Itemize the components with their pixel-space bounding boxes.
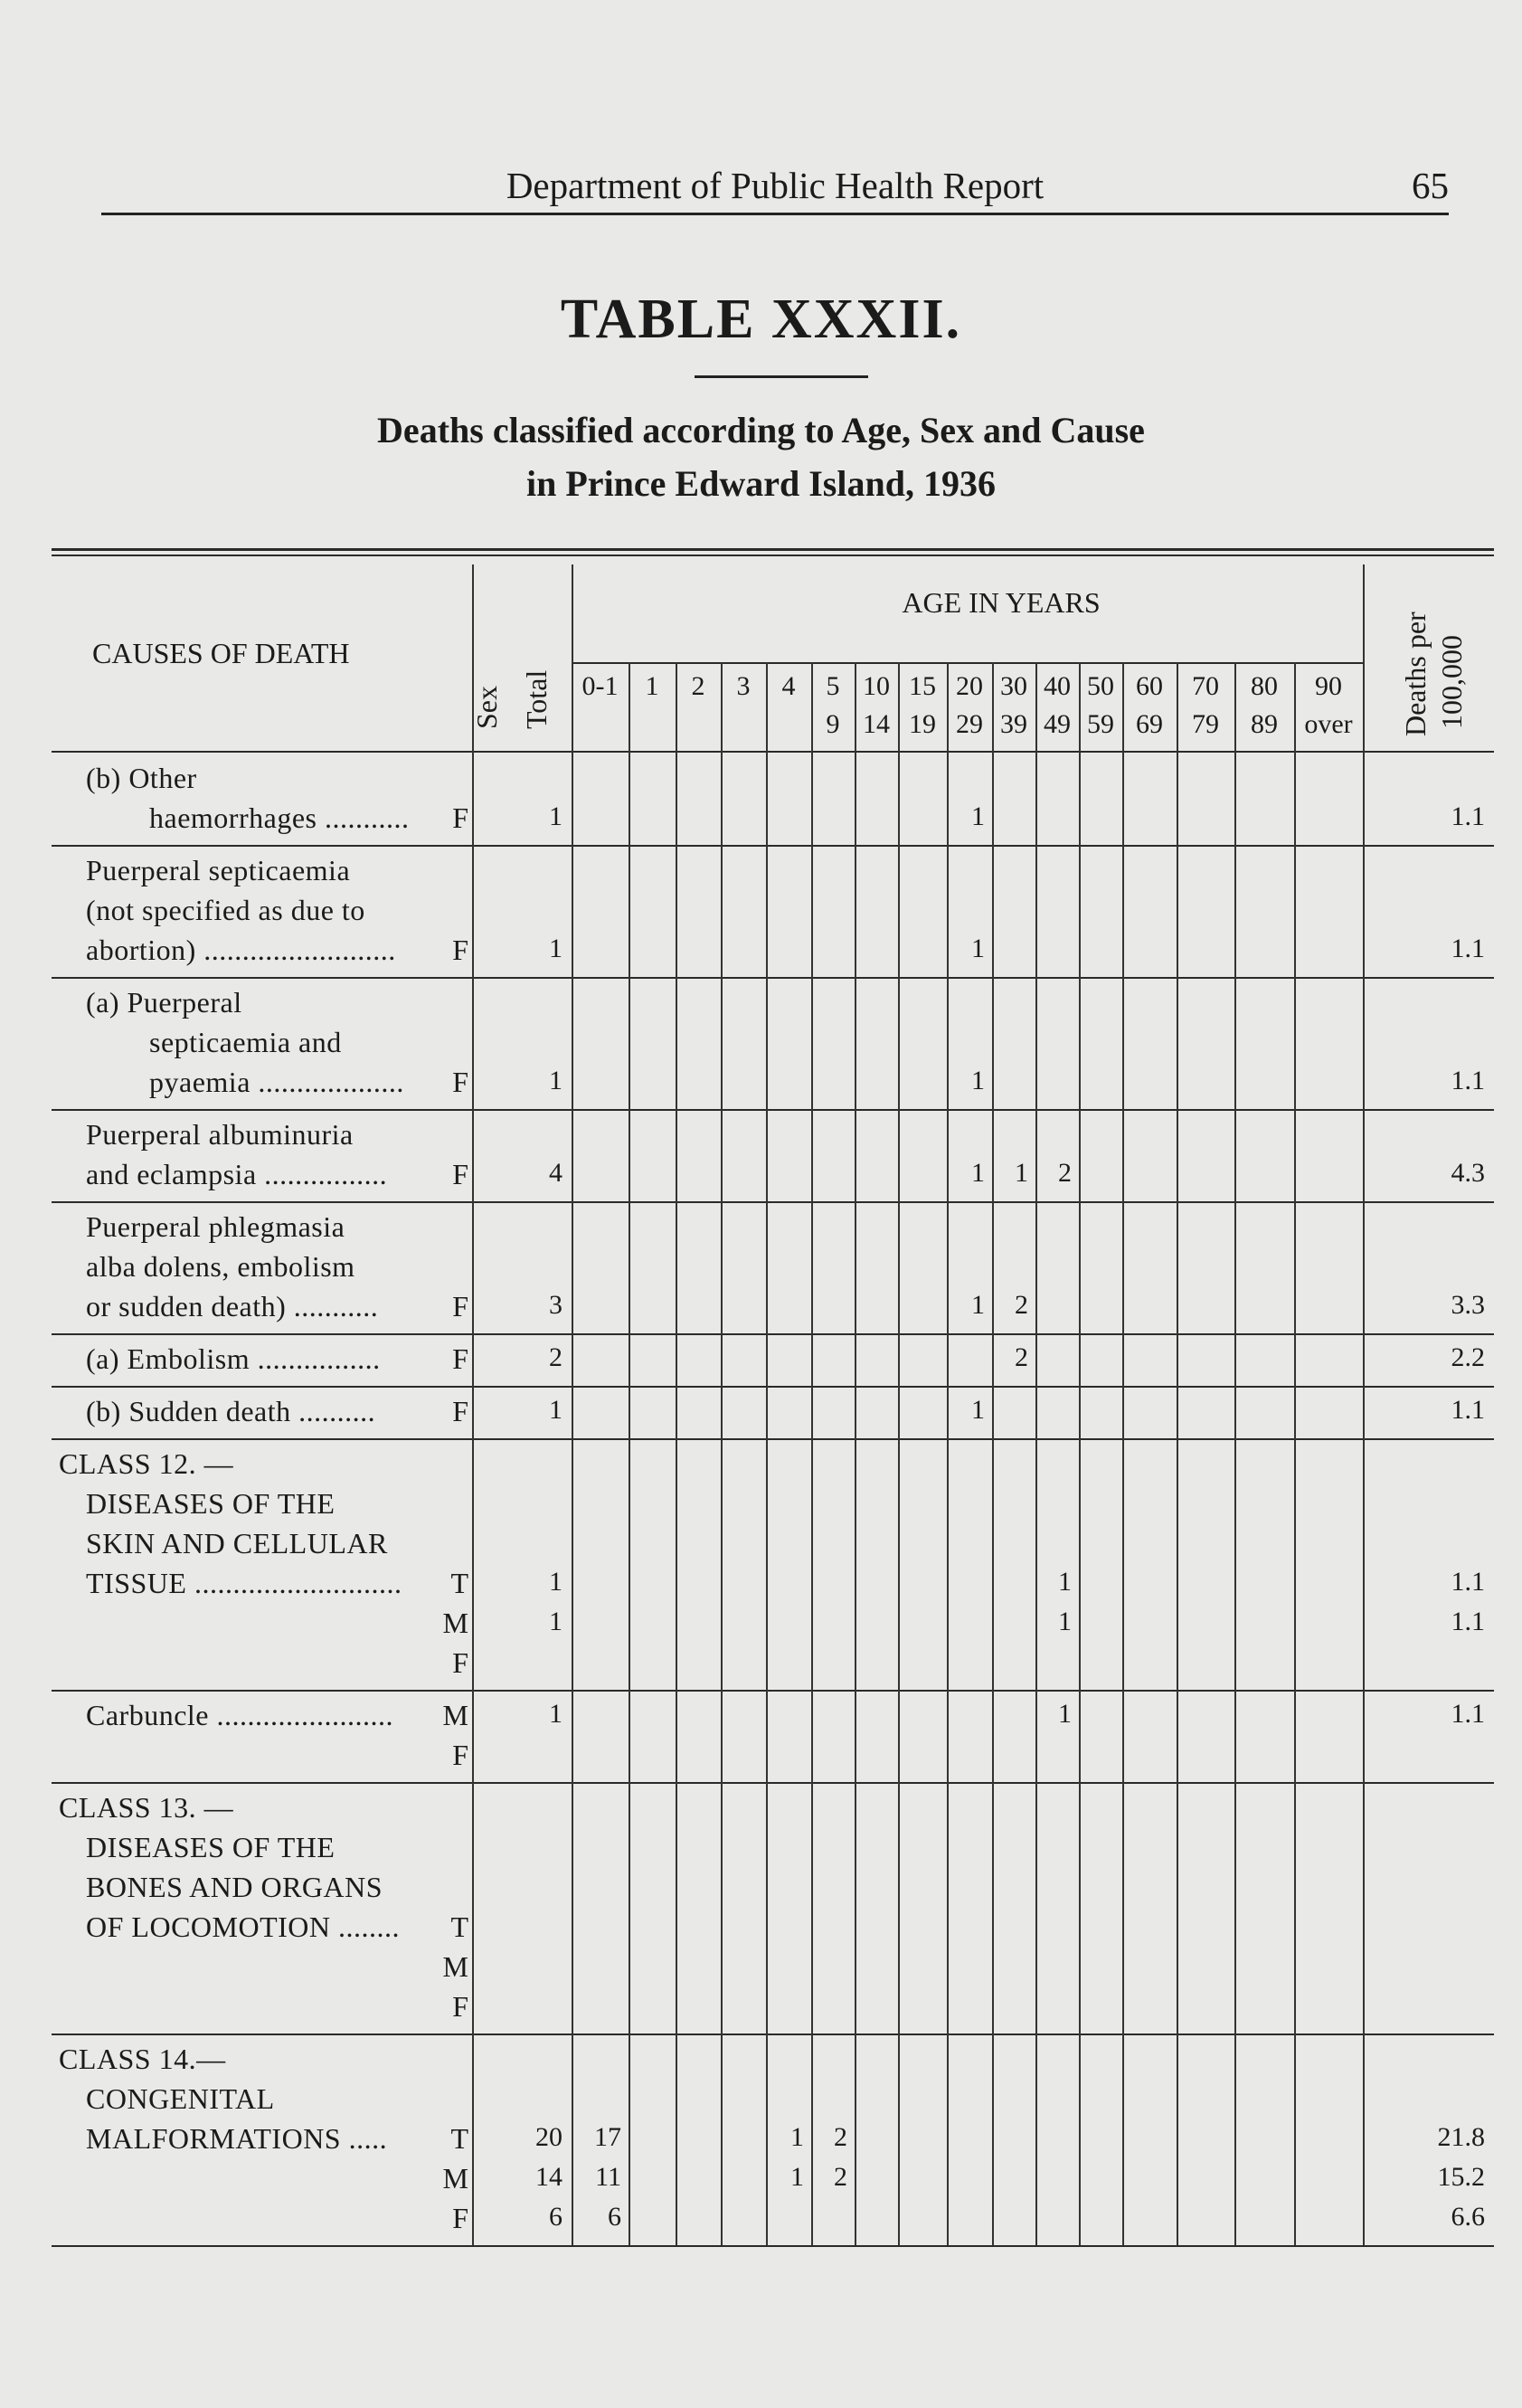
total-cell: 2	[549, 1342, 562, 1372]
age-column-label: 1	[645, 671, 659, 701]
total-cell: 20	[535, 2122, 562, 2152]
cause-label: Carbuncle .......................	[86, 1699, 393, 1731]
row-separator	[52, 1438, 1494, 1440]
age-column-label-lower: 29	[956, 709, 983, 739]
age-column-label-lower: 19	[909, 709, 936, 739]
sex-cell: F	[452, 2202, 468, 2234]
age-cell: 11	[595, 2162, 621, 2192]
age-cell: 1	[971, 1066, 985, 1095]
age-cell: 1	[971, 1158, 985, 1188]
column-rule	[1294, 662, 1296, 2245]
age-cell: 1	[790, 2162, 804, 2192]
cause-label: or sudden death) ...........	[86, 1290, 379, 1323]
row-separator	[52, 1333, 1494, 1335]
rate-cell: 3.3	[1451, 1290, 1485, 1320]
row-separator	[52, 1690, 1494, 1692]
age-column-label: 0-1	[581, 671, 619, 701]
sex-cell: T	[450, 1910, 468, 1943]
rate-cell: 15.2	[1437, 2162, 1485, 2192]
total-cell: 1	[549, 1699, 562, 1729]
cause-label: (b) Other	[86, 762, 197, 794]
cause-label: SKIN AND CELLULAR	[86, 1527, 388, 1560]
age-column-label: 50	[1087, 671, 1114, 701]
cause-label: OF LOCOMOTION ........	[86, 1910, 400, 1943]
cause-label: TISSUE ...........................	[86, 1567, 402, 1599]
age-column-label: 40	[1044, 671, 1071, 701]
cause-label: MALFORMATIONS .....	[86, 2122, 388, 2155]
age-column-label-lower: 69	[1136, 709, 1163, 739]
age-column-label: 3	[736, 671, 751, 701]
column-rule	[472, 564, 474, 2245]
row-separator	[52, 1386, 1494, 1388]
total-cell: 1	[549, 1395, 562, 1425]
total-header: Total	[520, 669, 553, 729]
row-separator	[52, 1782, 1494, 1784]
cause-label: CLASS 14.—	[59, 2043, 226, 2075]
age-column-label-lower: 59	[1087, 709, 1114, 739]
column-rule	[629, 662, 630, 2245]
row-separator	[52, 2245, 1494, 2247]
sex-cell: M	[442, 1950, 468, 1983]
age-column-label: 80	[1251, 671, 1278, 701]
rate-cell: 1.1	[1451, 934, 1485, 963]
sex-cell: F	[452, 1395, 468, 1427]
cause-label: (b) Sudden death ..........	[86, 1395, 376, 1427]
rate-header-line-2: 100,000	[1435, 635, 1468, 729]
age-cell: 1	[971, 934, 985, 963]
age-cell: 1	[1015, 1158, 1028, 1188]
cause-label: CLASS 13. —	[59, 1791, 234, 1824]
row-separator	[52, 1201, 1494, 1203]
cause-label: pyaemia ...................	[149, 1066, 404, 1098]
age-column-label: 10	[863, 671, 890, 701]
cause-label: DISEASES OF THE	[86, 1831, 336, 1863]
total-cell: 1	[549, 1607, 562, 1636]
age-cell: 1	[1058, 1699, 1072, 1729]
table-top-rule	[52, 548, 1494, 551]
total-cell: 14	[535, 2162, 562, 2192]
rate-header-line-1: Deaths per	[1399, 611, 1432, 736]
cause-label: and eclampsia ................	[86, 1158, 388, 1190]
rate-cell: 2.2	[1451, 1342, 1485, 1372]
page-number: 65	[1412, 165, 1449, 206]
cause-label: (a) Embolism ................	[86, 1342, 381, 1375]
sex-cell: F	[452, 1646, 468, 1679]
cause-label: CONGENITAL	[86, 2082, 275, 2115]
table-top-rule-2	[52, 555, 1494, 556]
header-bottom-rule	[52, 751, 1494, 753]
rate-cell: 6.6	[1451, 2202, 1485, 2232]
table-title: TABLE XXXII.	[560, 289, 962, 350]
row-separator	[52, 845, 1494, 847]
rate-cell: 1.1	[1451, 1699, 1485, 1729]
row-separator	[52, 2034, 1494, 2035]
title-rule	[695, 375, 868, 378]
age-column-label-lower: 79	[1192, 709, 1219, 739]
age-column-label-lower: 39	[1000, 709, 1027, 739]
age-column-label: 60	[1136, 671, 1163, 701]
cause-label: haemorrhages ...........	[149, 801, 410, 834]
row-separator	[52, 1109, 1494, 1111]
sex-cell: M	[442, 1699, 468, 1731]
sex-cell: T	[450, 2122, 468, 2155]
sex-cell: F	[452, 1290, 468, 1323]
cause-label: Puerperal albuminuria	[86, 1118, 354, 1151]
column-rule	[1234, 662, 1236, 2245]
rate-cell: 21.8	[1437, 2122, 1485, 2152]
age-cell: 1	[971, 1290, 985, 1320]
total-cell: 3	[549, 1290, 562, 1320]
total-cell: 1	[549, 934, 562, 963]
cause-label: Puerperal phlegmasia	[86, 1210, 345, 1243]
sex-cell: F	[452, 1739, 468, 1771]
column-rule	[1363, 564, 1365, 2245]
table-subtitle-line-1: Deaths classified according to Age, Sex and Cause	[377, 410, 1145, 450]
total-cell: 1	[549, 801, 562, 831]
column-rule	[676, 662, 677, 2245]
total-cell: 1	[549, 1567, 562, 1597]
age-cell: 2	[1058, 1158, 1072, 1188]
column-rule	[1035, 662, 1037, 2245]
age-column-label: 4	[781, 671, 796, 701]
total-cell: 6	[549, 2202, 562, 2232]
age-cell: 2	[1015, 1342, 1028, 1372]
statistics-table	[52, 548, 1494, 2234]
rate-cell: 4.3	[1451, 1158, 1485, 1188]
age-cell: 17	[594, 2122, 621, 2152]
row-separator	[52, 977, 1494, 979]
running-head	[101, 158, 1449, 215]
rate-cell: 1.1	[1451, 1607, 1485, 1636]
column-rule	[572, 564, 573, 2245]
causes-header: CAUSES OF DEATH	[92, 637, 350, 669]
age-cell: 1	[1058, 1607, 1072, 1636]
cause-label: (a) Puerperal	[86, 986, 242, 1019]
age-cell: 1	[971, 801, 985, 831]
age-in-years-header: AGE IN YEARS	[902, 586, 1101, 619]
total-cell: 1	[549, 1066, 562, 1095]
cause-label: septicaemia and	[149, 1026, 342, 1058]
age-column-label-lower: 9	[826, 709, 840, 739]
age-column-label: 15	[909, 671, 936, 701]
cause-label: alba dolens, embolism	[86, 1250, 355, 1283]
age-column-label: 90	[1315, 671, 1342, 701]
rate-cell: 1.1	[1451, 1066, 1485, 1095]
age-cell: 2	[834, 2122, 847, 2152]
sex-cell: T	[450, 1567, 468, 1599]
cause-label: Puerperal septicaemia	[86, 854, 351, 886]
column-rule	[855, 662, 856, 2245]
age-cell: 2	[1015, 1290, 1028, 1320]
sex-cell: F	[452, 801, 468, 834]
age-cell: 1	[790, 2122, 804, 2152]
age-column-label-lower: 14	[863, 709, 890, 739]
cause-label: (not specified as due to	[86, 894, 365, 926]
column-rule	[811, 662, 813, 2245]
column-rule	[898, 662, 900, 2245]
age-cell: 1	[1058, 1567, 1072, 1597]
cause-label: BONES AND ORGANS	[86, 1871, 383, 1903]
cause-label: DISEASES OF THE	[86, 1487, 336, 1520]
sex-cell: M	[442, 1607, 468, 1639]
total-cell: 4	[549, 1158, 562, 1188]
column-rule	[1177, 662, 1178, 2245]
rate-cell: 1.1	[1451, 801, 1485, 831]
sex-cell: F	[452, 1158, 468, 1190]
sex-header: Sex	[470, 686, 503, 729]
sex-cell: F	[452, 1342, 468, 1375]
sex-cell: F	[452, 934, 468, 966]
age-column-label-lower: 89	[1251, 709, 1278, 739]
age-column-label: 5	[826, 671, 840, 701]
column-rule	[947, 662, 949, 2245]
age-column-label: 20	[956, 671, 983, 701]
age-column-label-lower: over	[1304, 709, 1353, 739]
cause-label: CLASS 12. —	[59, 1447, 234, 1480]
age-column-label-lower: 49	[1044, 709, 1071, 739]
column-rule	[721, 662, 723, 2245]
age-cell: 1	[971, 1395, 985, 1425]
age-column-label: 30	[1000, 671, 1027, 701]
sex-cell: F	[452, 1066, 468, 1098]
age-cell: 6	[608, 2202, 621, 2232]
age-subheader-rule	[572, 662, 1363, 664]
column-rule	[1079, 662, 1081, 2245]
rate-cell: 1.1	[1451, 1567, 1485, 1597]
sex-cell: M	[442, 2162, 468, 2195]
column-rule	[1122, 662, 1124, 2245]
column-rule	[992, 662, 994, 2245]
table-subtitle-line-2: in Prince Edward Island, 1936	[526, 463, 996, 504]
age-cell: 2	[834, 2162, 847, 2192]
age-column-label: 2	[691, 671, 705, 701]
rate-cell: 1.1	[1451, 1395, 1485, 1425]
age-column-label: 70	[1192, 671, 1219, 701]
sex-cell: F	[452, 1990, 468, 2023]
cause-label: abortion) .........................	[86, 934, 396, 966]
running-title: Department of Public Health Report	[506, 165, 1045, 206]
column-rule	[766, 662, 768, 2245]
